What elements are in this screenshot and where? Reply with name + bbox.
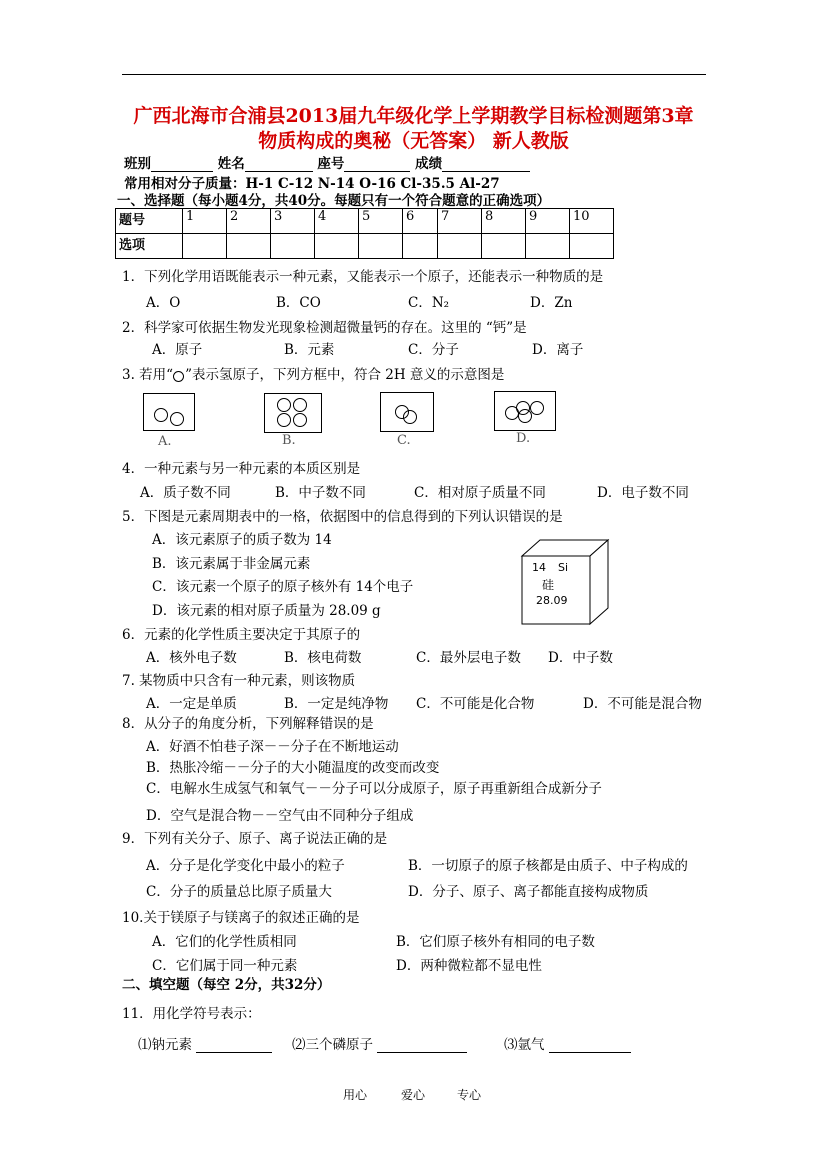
q8-option-b: B．热胀冷缩－－分子的大小随温度的改变而改变 [146, 760, 440, 776]
q2-option-d: D．离子 [532, 342, 584, 358]
answer-table [115, 208, 614, 259]
q5-option-a: A．该元素原子的质子数为 14 [152, 532, 332, 548]
diagram-d-label: D. [516, 431, 531, 446]
q11-blank-1[interactable] [196, 1038, 272, 1053]
answer-cell[interactable] [183, 234, 227, 259]
footer-item-1: 用心 [343, 1088, 368, 1102]
q5-option-c: C．该元素一个原子的原子核外有 14个电子 [152, 579, 414, 595]
answer-cell[interactable] [438, 234, 482, 259]
q2-stem: 2．科学家可依据生物发光现象检测超微量钙的存在。这里的 “钙”是 [122, 320, 527, 336]
title-line-2: 物质构成的奥秘（无答案） 新人教版 [258, 130, 569, 152]
q2-option-a: A．原子 [152, 342, 203, 358]
hydrogen-atom-icon [173, 371, 185, 381]
table-row-numbers [116, 209, 614, 234]
answer-cell[interactable] [271, 234, 315, 259]
element-number: 14 [532, 561, 546, 574]
table-cell: 2 [227, 209, 271, 234]
periodic-cell-3d [515, 538, 611, 630]
q6-option-a: A．核外电子数 [146, 650, 237, 666]
q11-item-1 [138, 1033, 272, 1053]
diagram-c-label: C. [397, 433, 411, 448]
table-cell: 1 [183, 209, 227, 234]
diagram-b-box [264, 393, 322, 433]
q9-option-c: C．分子的质量总比原子质量大 [146, 884, 332, 900]
q6-option-d: D．中子数 [548, 650, 613, 666]
table-cell: 3 [271, 209, 315, 234]
q1-option-a: A．O [146, 295, 181, 311]
q8-option-a: A．好酒不怕巷子深－－分子在不断地运动 [146, 739, 399, 755]
q10-option-c: C．它们属于同一种元素 [152, 958, 298, 974]
table-cell: 7 [438, 209, 482, 234]
q10-option-d: D．两种微粒都不显电性 [396, 958, 542, 974]
answer-cell[interactable] [482, 234, 526, 259]
seat-label: 座号 [317, 156, 345, 172]
header-rule [122, 74, 706, 75]
q10-stem: 10.关于镁原子与镁离子的叙述正确的是 [122, 910, 360, 926]
class-label: 班别 [124, 156, 151, 172]
q3-stem [122, 363, 504, 383]
diagram-a-label: A. [158, 434, 172, 449]
q3-stem-after: ”表示氢原子，下列方框中，符合 2H 意义的示意图是 [185, 367, 505, 383]
element-symbol: Si [558, 561, 569, 574]
q5-option-d: D．该元素的相对原子质量为 28.09 g [152, 603, 381, 619]
q5-option-b: B．该元素属于非金属元素 [152, 556, 311, 572]
atom-icon [293, 398, 307, 412]
q11-blank-3[interactable] [549, 1038, 631, 1053]
answer-cell[interactable] [315, 234, 359, 259]
q11-blank-2[interactable] [377, 1038, 467, 1053]
atom-icon [530, 401, 544, 415]
q4-option-a: A．质子数不同 [140, 485, 231, 501]
q6-stem: 6．元素的化学性质主要决定于其原子的 [122, 627, 361, 643]
diagram-c-box [380, 392, 434, 432]
element-mass: 28.09 [536, 594, 568, 607]
q7-option-d: D．不可能是混合物 [583, 696, 702, 712]
q5-stem: 5．下图是元素周期表中的一格，依据图中的信息得到的下列认识错误的是 [122, 509, 563, 525]
row-label-answer: 选项 [116, 234, 183, 259]
q11-item-2-label: ⑵三个磷原子 [292, 1037, 373, 1053]
footer-item-2: 爱心 [401, 1088, 426, 1102]
q6-option-b: B．核电荷数 [284, 650, 362, 666]
q8-option-d: D．空气是混合物－－空气由不同种分子组成 [146, 808, 414, 824]
answer-cell[interactable] [227, 234, 271, 259]
q8-option-c: C．电解水生成氢气和氧气－－分子可以分成原子，原子再重新组合成新分子 [146, 781, 602, 797]
atom-icon [277, 413, 291, 427]
q7-option-a: A．一定是单质 [146, 696, 237, 712]
q8-stem: 8．从分子的角度分析，下列解释错误的是 [122, 716, 374, 732]
q4-stem: 4．一种元素与另一种元素的本质区别是 [122, 461, 361, 477]
score-label: 成绩 [415, 156, 443, 172]
q9-option-d: D．分子、原子、离子都能直接构成物质 [408, 884, 649, 900]
q9-option-b: B．一切原子的原子核都是由质子、中子构成的 [408, 858, 688, 874]
table-cell: 4 [315, 209, 359, 234]
table-cell: 10 [570, 209, 614, 234]
atom-icon [403, 410, 417, 424]
element-name: 硅 [542, 578, 555, 592]
q3-stem-before: 3. 若用“ [122, 367, 174, 383]
section1-heading: 一、选择题（每小题4分，共40分。每题只有一个符合题意的正确选项） [117, 193, 551, 209]
table-row-answers [116, 234, 614, 259]
row-label-number: 题号 [116, 209, 183, 234]
class-blank[interactable] [151, 157, 213, 172]
q10-option-a: A．它们的化学性质相同 [152, 934, 297, 950]
seat-blank[interactable] [344, 157, 410, 172]
q4-option-c: C．相对原子质量不同 [414, 485, 546, 501]
q7-option-c: C．不可能是化合物 [416, 696, 535, 712]
section2-heading: 二、填空题（每空 2分，共32分） [122, 977, 331, 993]
title-line-1: 广西北海市合浦县2013届九年级化学上学期教学目标检测题第3章 [133, 105, 694, 127]
table-cell: 9 [526, 209, 570, 234]
q1-stem: 1．下列化学用语既能表示一种元素，又能表示一个原子，还能表示一种物质的是 [122, 269, 604, 285]
q2-option-b: B．元素 [284, 342, 335, 358]
q9-option-a: A．分子是化学变化中最小的粒子 [146, 858, 345, 874]
atomic-masses: 常用相对分子质量：H-1 C-12 N-14 O-16 Cl-35.5 Al-27 [124, 176, 500, 192]
q11-item-3 [504, 1033, 631, 1053]
table-cell: 5 [359, 209, 403, 234]
answer-cell[interactable] [526, 234, 570, 259]
q6-option-c: C．最外层电子数 [416, 650, 521, 666]
q1-option-c: C．N₂ [408, 295, 450, 311]
atom-icon [293, 413, 307, 427]
q1-option-d: D．Zn [530, 295, 573, 311]
table-cell: 8 [482, 209, 526, 234]
atom-icon [154, 408, 168, 422]
q7-stem: 7. 某物质中只含有一种元素，则该物质 [122, 673, 356, 689]
diagram-b-label: B. [282, 433, 296, 448]
answer-cell[interactable] [570, 234, 614, 259]
name-label: 姓名 [217, 156, 245, 172]
q4-option-d: D．电子数不同 [597, 485, 689, 501]
info-line [124, 152, 530, 172]
table-cell: 6 [403, 209, 438, 234]
diagram-a-box [143, 393, 195, 431]
diagram-d-box [494, 391, 556, 431]
name-blank[interactable] [245, 157, 313, 172]
q1-option-b: B．CO [276, 295, 321, 311]
atom-icon [170, 412, 184, 426]
answer-cell[interactable] [403, 234, 438, 259]
atom-icon [277, 398, 291, 412]
q10-option-b: B．它们原子核外有相同的电子数 [396, 934, 595, 950]
q11-stem: 11．用化学符号表示： [122, 1006, 261, 1022]
q7-option-b: B．一定是纯净物 [284, 696, 389, 712]
q11-item-3-label: ⑶氩气 [504, 1037, 545, 1053]
q11-item-2 [292, 1033, 467, 1053]
q9-stem: 9．下列有关分子、原子、离子说法正确的是 [122, 831, 388, 847]
q4-option-b: B．中子数不同 [275, 485, 366, 501]
answer-cell[interactable] [359, 234, 403, 259]
q11-item-1-label: ⑴钠元素 [138, 1037, 192, 1053]
q2-option-c: C．分子 [408, 342, 459, 358]
footer-item-3: 专心 [457, 1088, 482, 1102]
score-blank[interactable] [442, 157, 530, 172]
